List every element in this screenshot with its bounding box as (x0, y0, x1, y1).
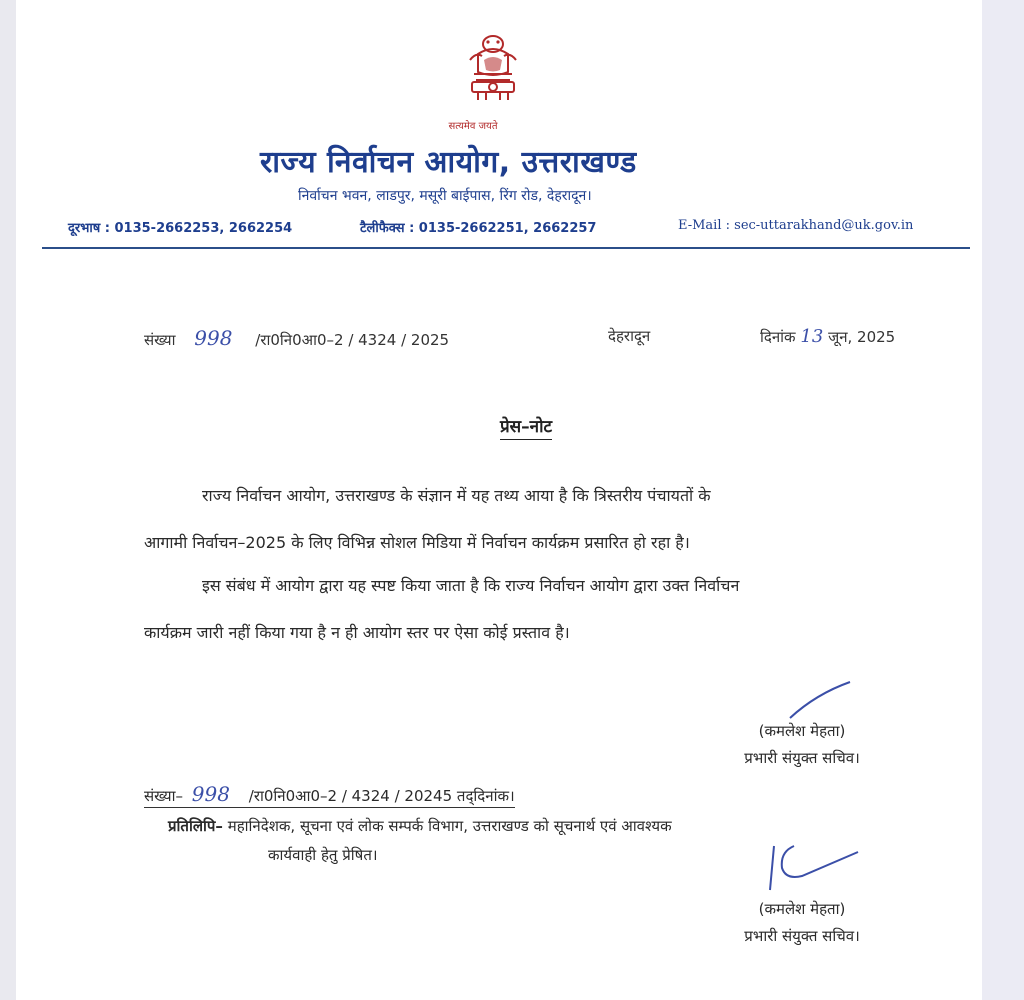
motto (16, 118, 982, 132)
paragraph-2 (144, 562, 944, 656)
letterhead-divider (42, 247, 970, 249)
copy-handwritten-number: 998 (191, 782, 230, 806)
copy-text-line-2: कार्यवाही हेतु प्रेषित। (268, 846, 378, 864)
copy-label: प्रतिलिपि– (168, 817, 223, 835)
place: देहरादून (608, 327, 651, 345)
paragraph-2-line-2: कार्यक्रम जारी नहीं किया गया है न ही आयोग स्तर पर ऐसा कोई प्रस्ताव है। (144, 623, 570, 642)
paragraph-2-line-1: इस संबंध में आयोग द्वारा यह स्पष्ट किया जाता है कि राज्य निर्वाचन आयोग द्वारा उक्त निर्वाचन (202, 576, 740, 595)
copy-reference-underlined (144, 782, 515, 808)
email-address: E-Mail : sec-uttarakhand@uk.gov.in (678, 218, 914, 233)
reference-prefix: संख्या (144, 331, 176, 349)
date-label: दिनांक (760, 328, 796, 346)
date-month-year: जून, 2025 (828, 328, 896, 346)
fax-numbers: टैलीफैक्स : 0135-2662251, 2662257 (360, 221, 597, 236)
organization-address: निर्वाचन भवन, लाडपुर, मसूरी बाईपास, रिंग रोड, देहरादून। (298, 188, 592, 204)
date-handwritten-day: 13 (800, 326, 824, 347)
reference-code: /रा0नि0आ0–2 / 4324 / 2025 (255, 331, 450, 349)
date (760, 326, 895, 347)
copy-text-line-1: महानिदेशक, सूचना एवं लोक सम्पर्क विभाग, उत्तराखण्ड को सूचनार्थ एवं आवश्यक (227, 817, 672, 835)
signatory-2-name: (कमलेश मेहता) (758, 900, 846, 918)
motto-text: सत्यमेव जयते (448, 121, 498, 132)
paragraph-1-line-1: राज्य निर्वाचन आयोग, उत्तराखण्ड के संज्ञान में यह तथ्य आया है कि त्रिस्तरीय पंचायतों के (202, 486, 711, 505)
reference-handwritten-number: 998 (194, 326, 233, 350)
letter-page (16, 0, 982, 1000)
copy-prefix: संख्या– (144, 787, 184, 805)
national-emblem-icon (448, 30, 538, 112)
copy-code: /रा0नि0आ0–2 / 4324 / 20245 तद्‌दिनांक। (248, 787, 515, 805)
paragraph-1 (144, 472, 944, 566)
paragraph-1-line-2: आगामी निर्वाचन–2025 के लिए विभिन्न सोशल मिडिया में निर्वाचन कार्यक्रम प्रसारित हो रहा है। (144, 533, 690, 552)
reference-number (144, 326, 449, 350)
organization-title: राज्य निर्वाचन आयोग, उत्तराखण्ड (260, 145, 637, 180)
phone-numbers: दूरभाष : 0135-2662253, 2662254 (68, 221, 293, 236)
background-margin (982, 0, 1024, 1000)
copy-reference (144, 782, 515, 806)
signatory-2 (712, 896, 892, 950)
signature-stroke-2 (746, 836, 866, 898)
signatory-1-designation: प्रभारी संयुक्त सचिव। (744, 749, 860, 767)
signatory-1-name: (कमलेश मेहता) (758, 722, 846, 740)
press-note-title: प्रेस–नोट (500, 414, 552, 440)
signatory-2-designation: प्रभारी संयुक्त सचिव। (744, 927, 860, 945)
signatory-1 (712, 718, 892, 772)
